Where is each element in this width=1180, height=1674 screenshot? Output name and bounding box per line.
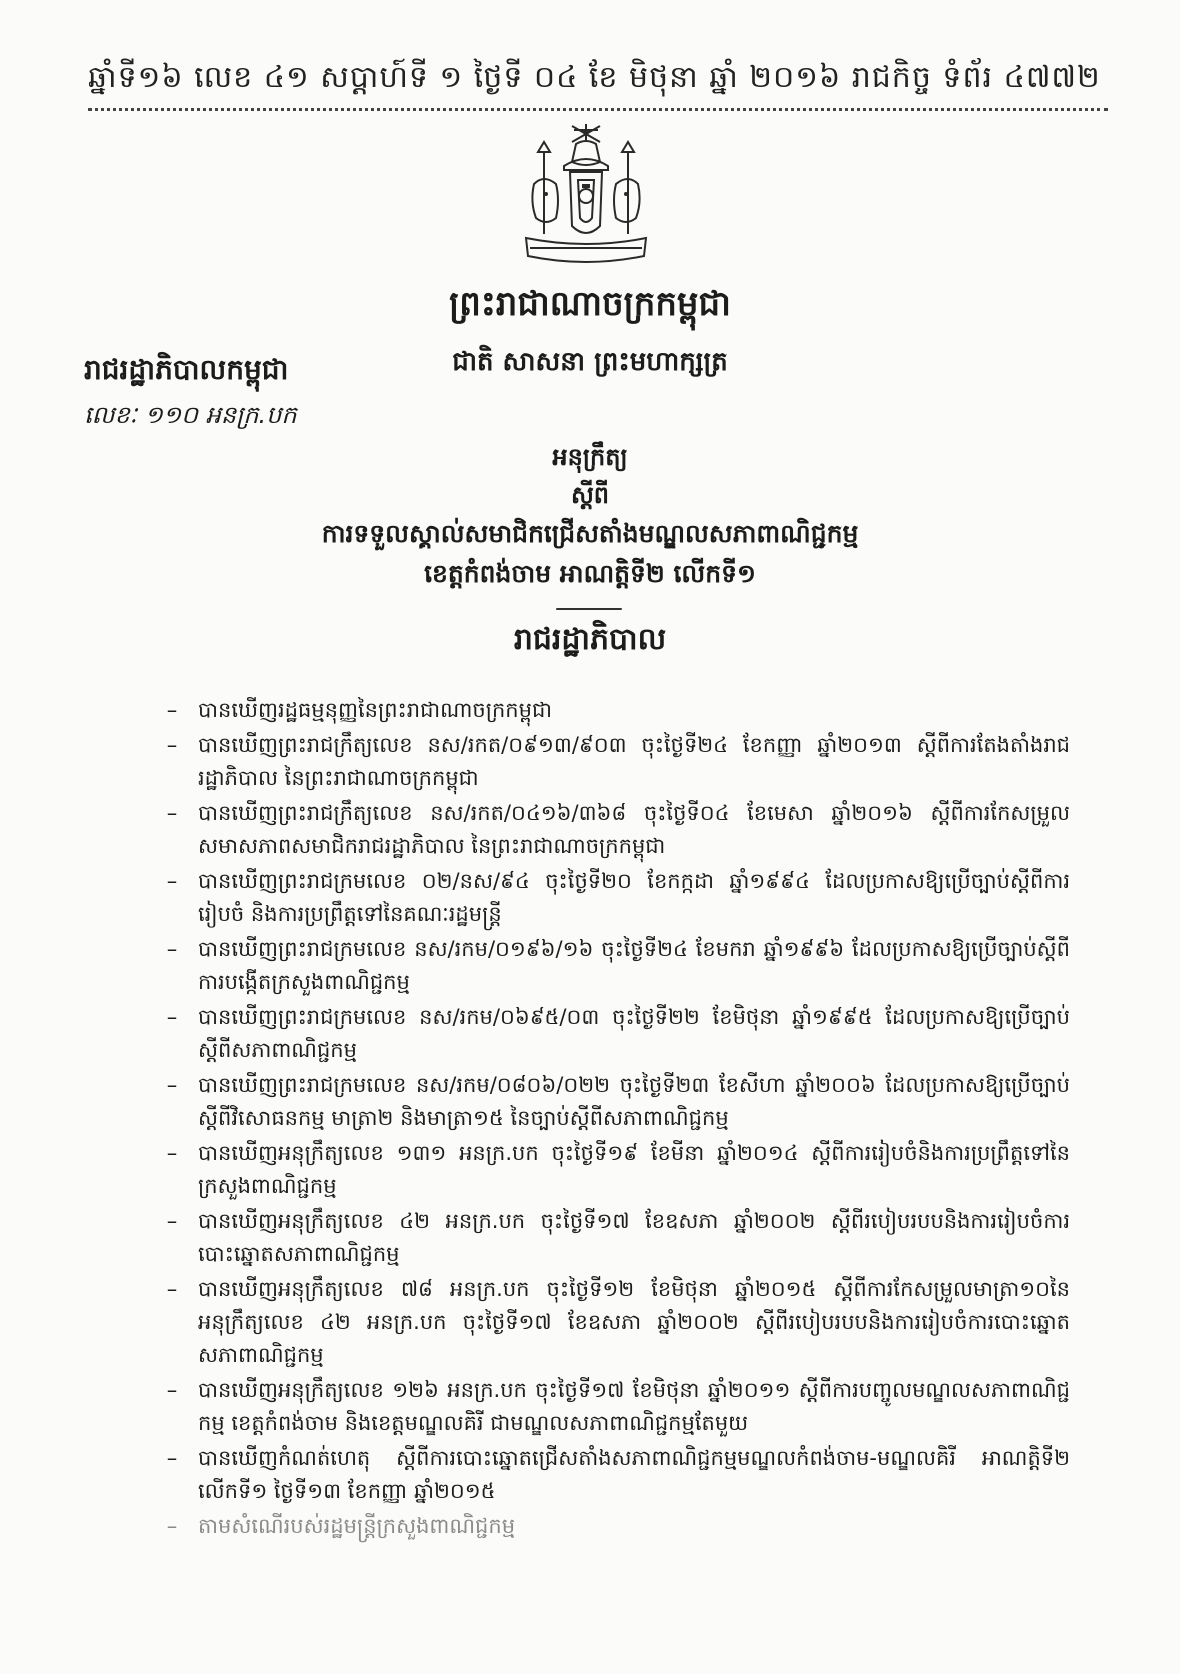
- clause-text: បានឃើញព្រះរាជក្រមលេខ នស/រកម/០៦៩៥/០៣ ចុះថ្ងៃទី២២ ខែមិថុនា ឆ្នាំ១៩៩៥ ដែលប្រកាសឱ្យប្រើច្បាប់ស្តីពីសភាពាណិជ្ជកម្ម: [198, 1005, 1070, 1062]
- preamble-clause: [160, 1137, 1070, 1203]
- clause-text: បានឃើញកំណត់ហេតុ ស្តីពីការបោះឆ្នោតជ្រើសតាំងសភាពាណិជ្ជកម្មមណ្ឌលកំពង់ចាម-មណ្ឌលគិរី អាណត្តិទី២ លើកទី១ ថ្ងៃទី១៣ ខែកញ្ញា ឆ្នាំ២០១៥: [198, 1446, 1070, 1503]
- clause-text: បានឃើញព្រះរាជក្រមលេខ នស/រកម/០៨០៦/០២២ ចុះថ្ងៃទី២៣ ខែសីហា ឆ្នាំ២០០៦ ដែលប្រកាសឱ្យប្រើច្បាប់ស្តីពីវិសោធនកម្ម មាត្រា២ និងមាត្រា១៥ នៃច្បាប់ស្តីពីសភាពាណិជ្ជកម្ម: [198, 1073, 1070, 1130]
- issuer-name: រាជរដ្ឋាភិបាលកម្ពុជា: [84, 353, 289, 386]
- title-divider: [556, 608, 622, 610]
- clause-text: បានឃើញព្រះរាជក្រមលេខ នស/រកម/០១៩៦/១៦ ចុះថ្ងៃទី២៤ ខែមករា ឆ្នាំ១៩៩៦ ដែលប្រកាសឱ្យប្រើច្បាប់ស្តីពីការបង្កើតក្រសួងពាណិជ្ជកម្ម: [198, 937, 1070, 994]
- dash-icon: –: [166, 733, 178, 757]
- clause-text: បានឃើញអនុក្រឹត្យលេខ ៧៨ អនក្រ.បក ចុះថ្ងៃទី១២ ខែមិថុនា ឆ្នាំ២០១៥ ស្តីពីការកែសម្រួលមាត្រា១០នៃអនុក្រឹត្យលេខ ៤២ អនក្រ.បក ចុះថ្ងៃទី១៧ ខែឧសភា ឆ្នាំ២០០២ ស្តីពីរបៀបរបបនិងការរៀបចំការបោះឆ្នោតសភាពាណិជ្ជកម្ម: [198, 1277, 1070, 1367]
- preamble-clause: [160, 1069, 1070, 1135]
- preamble-clause: [160, 1374, 1070, 1440]
- clause-text: បានឃើញអនុក្រឹត្យលេខ ១៣១ អនក្រ.បក ចុះថ្ងៃទី១៩ ខែមីនា ឆ្នាំ២០១៤ ស្តីពីការរៀបចំនិងការប្រព្រឹត្តទៅនៃក្រសួងពាណិជ្ជកម្ម: [198, 1141, 1070, 1198]
- subject-line-1: ការទទួលស្គាល់សមាជិកជ្រើសតាំងមណ្ឌលសភាពាណិជ្ជកម្ម: [321, 519, 859, 548]
- preamble-clause: [160, 1001, 1070, 1067]
- preamble-clause: [160, 694, 1070, 727]
- royal-coat-of-arms-icon: [516, 122, 656, 278]
- clause-text: បានឃើញអនុក្រឹត្យលេខ ១២៦ អនក្រ.បក ចុះថ្ងៃទី១៧ ខែមិថុនា ឆ្នាំ២០១១ ស្តីពីការបញ្ចូលមណ្ឌលសភាពាណិជ្ជកម្ម ខេត្តកំពង់ចាម និងខេត្តមណ្ឌលគិរី ជាមណ្ឌលសភាពាណិជ្ជកម្មតែមួយ: [198, 1378, 1070, 1435]
- dash-icon: –: [166, 1209, 178, 1233]
- decree-number: លេខៈ ១១០ អនក្រ.បក: [84, 401, 297, 429]
- header-divider: [88, 108, 1108, 111]
- dash-icon: –: [166, 1141, 178, 1165]
- clause-text: បានឃើញរដ្ឋធម្មនុញ្ញនៃព្រះរាជាណាចក្រកម្ពុជា: [198, 698, 552, 722]
- subject-line-2: ខេត្តកំពង់ចាម អាណត្តិទី២ លើកទី១: [424, 559, 756, 588]
- preamble-clause: [160, 797, 1070, 863]
- preamble-clause: [160, 1205, 1070, 1271]
- preamble-clause: [160, 1510, 1070, 1543]
- clause-text: បានឃើញព្រះរាជក្រឹត្យលេខ នស/រកត/០៩១៣/៩០៣ ចុះថ្ងៃទី២៤ ខែកញ្ញា ឆ្នាំ២០១៣ ស្តីពីការតែងតាំងរាជរដ្ឋាភិបាល នៃព្រះរាជាណាចក្រកម្ពុជា: [198, 733, 1070, 790]
- clause-text: បានឃើញអនុក្រឹត្យលេខ ៤២ អនក្រ.បក ចុះថ្ងៃទី១៧ ខែឧសភា ឆ្នាំ២០០២ ស្តីពីរបៀបរបបនិងការរៀបចំការបោះឆ្នោតសភាពាណិជ្ជកម្ម: [198, 1209, 1070, 1266]
- document-title: [200, 438, 980, 594]
- preamble-clause: [160, 729, 1070, 795]
- body-heading: រាជរដ្ឋាភិបាល: [513, 622, 667, 657]
- dash-icon: –: [166, 1514, 178, 1538]
- dash-icon: –: [166, 869, 178, 893]
- preamble-clause: [160, 1442, 1070, 1508]
- dash-icon: –: [166, 1005, 178, 1029]
- dash-icon: –: [166, 1277, 178, 1301]
- kingdom-name: ព្រះរាជាណាចក្រកម្ពុជា: [449, 284, 731, 324]
- dash-icon: –: [166, 1446, 178, 1470]
- document-type: អនុក្រឹត្យ: [552, 443, 628, 471]
- dash-icon: –: [166, 937, 178, 961]
- dash-icon: –: [166, 1378, 178, 1402]
- gazette-header: ឆ្នាំទី១៦ លេខ ៤១ សប្តាហ៍ទី ១ ថ្ងៃទី ០៤ ខែ មិថុនា ឆ្នាំ ២០១៦ រាជកិច្ច ទំព័រ ៤៧៧២: [88, 60, 1101, 95]
- clause-text: បានឃើញព្រះរាជក្រមលេខ ០២/នស/៩៤ ចុះថ្ងៃទី២០ ខែកក្កដា ឆ្នាំ១៩៩៤ ដែលប្រកាសឱ្យប្រើច្បាប់ស្តីពីការរៀបចំ និងការប្រព្រឹត្តទៅនៃគណៈរដ្ឋមន្ត្រី: [198, 869, 1070, 926]
- national-motto: ជាតិ សាសនា ព្រះមហាក្សត្រ: [452, 347, 728, 377]
- preamble-clause: [160, 865, 1070, 931]
- clause-text: តាមសំណើរបស់រដ្ឋមន្ត្រីក្រសួងពាណិជ្ជកម្ម: [198, 1514, 516, 1538]
- preamble-clauses: [160, 694, 1070, 1545]
- preamble-clause: [160, 933, 1070, 999]
- about-label: ស្តីពី: [570, 481, 610, 509]
- clause-text: បានឃើញព្រះរាជក្រឹត្យលេខ នស/រកត/០៤១៦/៣៦៨ ចុះថ្ងៃទី០៤ ខែមេសា ឆ្នាំ២០១៦ ស្តីពីការកែសម្រួលសមាសភាពសមាជិករាជរដ្ឋាភិបាល នៃព្រះរាជាណាចក្រកម្ពុជា: [198, 801, 1070, 858]
- dash-icon: –: [166, 1073, 178, 1097]
- dash-icon: –: [166, 698, 178, 722]
- preamble-clause: [160, 1273, 1070, 1372]
- dash-icon: –: [166, 801, 178, 825]
